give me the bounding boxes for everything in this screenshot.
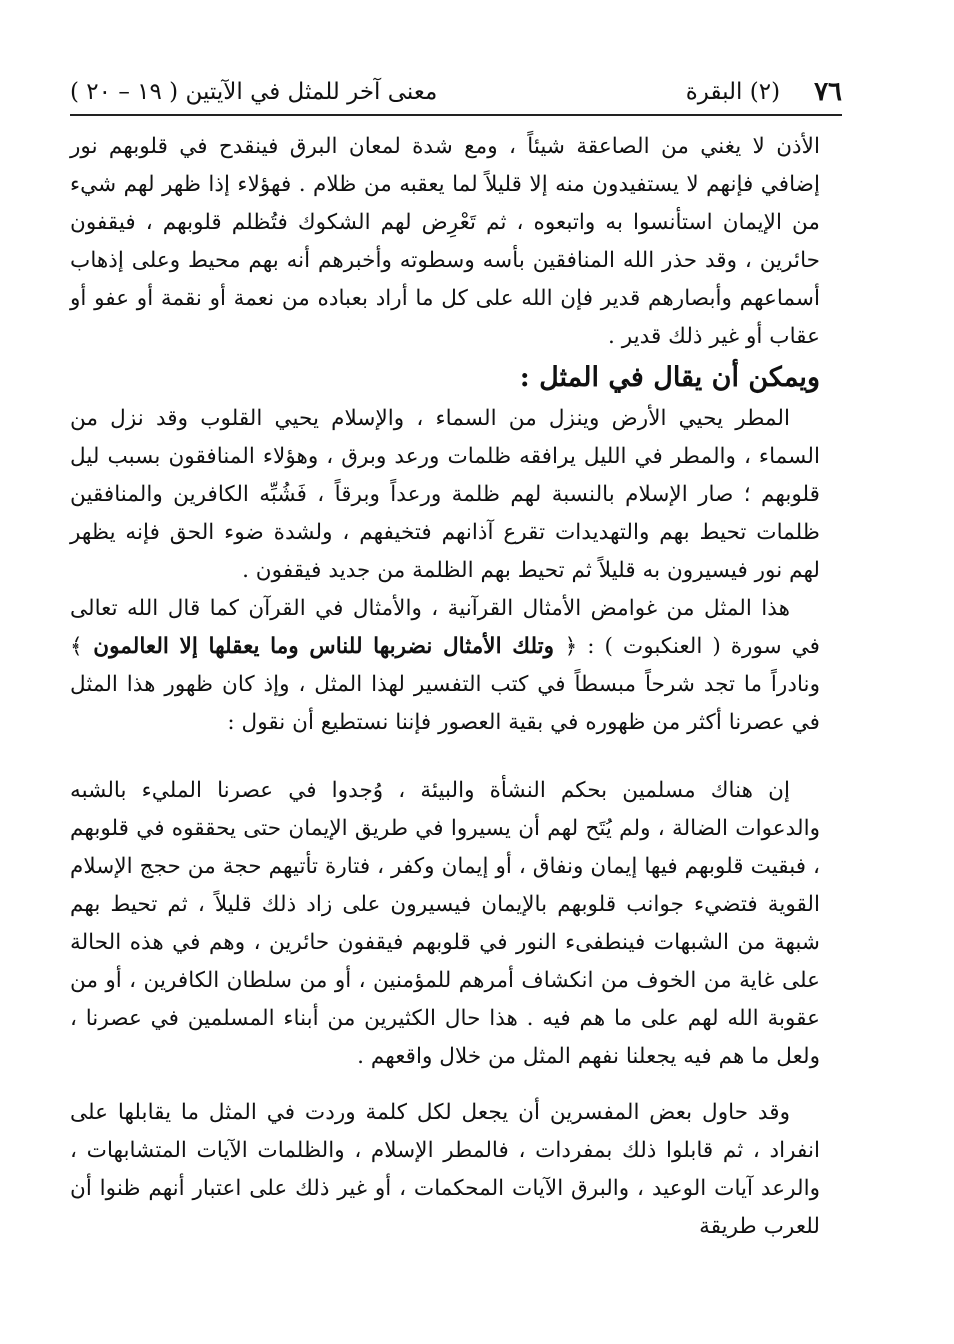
quran-verse: وتلك الأمثال نضربها للناس وما يعقلها إلا العالمون [82, 634, 565, 659]
paragraph-3 [70, 590, 820, 742]
page-number: ٧٦ [814, 77, 842, 107]
surah-label: (٢) البقرة [685, 79, 781, 105]
quran-brace-close: ﴾ [70, 634, 83, 659]
paragraph-4: إن هناك مسلمين بحكم النشأة والبيئة ، وُجدوا في عصرنا المليء بالشبه والدعوات الضالة ، ولم يُتَح لهم أن يسيروا في طريق الإيمان حتى يحققوه في قلوبهم ، فبقيت قلوبهم فيها إيمان ونفاق ، أو إيمان وكفر ، فتارة تأتيهم حجة من حجج الإسلام القوية فتضيء جوانب قلوبهم بالإيمان فيسيرون على زاد ذلك قليلاً ، ثم تحيط بهم شبهة من الشبهات فينطفىء النور في قلوبهم فيقفون حائرين ، وهم في هذه الحالة على غاية من الخوف من انكشاف أمرهم للمؤمنين ، أو من سلطان الكافرين ، أو من عقوبة الله لهم على ما هم فيه . هذا حال الكثيرين من أبناء المسلمين في عصرنا ، ولعل ما هم فيه يجعلنا نفهم المثل من خلال واقعهم . [70, 778, 820, 1069]
section-heading: ويمكن أن يقال في المثل : [519, 362, 820, 393]
header-rule [70, 114, 842, 116]
paragraph-3-intro: هذا المثل من غوامض الأمثال القرآنية ، والأمثال في القرآن كما قال الله تعالى في سورة ( العنكبوت ) : [70, 596, 820, 659]
quran-brace-open: ﴿ [564, 634, 578, 659]
page-body [70, 128, 820, 1246]
page-header [70, 72, 842, 112]
running-title: معنى آخر للمثل في الآيتين ( ١٩ – ٢٠ ) [70, 79, 438, 105]
paragraph-1: الأذن لا يغني من الصاعقة شيئاً ، ومع شدة لمعان البرق فينقدح في قلوبهم نور إضافي فإنهم لا يستفيدون منه إلا قليلاً لما يعقبه من ظلام . فهؤلاء إذا ظهر لهم شيء من الإيمان استأنسوا به واتبعوه ، ثم تَعْرِض لهم الشكوك فتُظلم قلوبهم ، فيقفون حائرين ، وقد حذر الله المنافقين بأسه وسطوته وأخبرهم أنه بهم محيط وعلى إذهاب أسماعهم وأبصارهم قدير فإن الله على كل ما أراد بعباده من نعمة أو نقمة أو عفو أو عقاب أو غير ذلك قدير . [70, 134, 820, 349]
paragraph-5: وقد حاول بعض المفسرين أن يجعل لكل كلمة وردت في المثل ما يقابلها على انفراد ، ثم قابلوا ذلك بمفردات ، فالمطر الإسلام ، والظلمات الآيات المتشابهات ، والرعد آيات الوعيد ، والبرق الآيات المحكمات ، أو غير ذلك على اعتبار أنهم ظنوا أن للعرب طريقة [70, 1100, 820, 1239]
paragraph-3-rest: ونادراً ما تجد شرحاً مبسطاً في كتب التفسير لهذا المثل ، وإذ كان ظهور هذا المثل في عصرنا أكثر من ظهوره في بقية العصور فإننا نستطيع أن نقول : [70, 672, 820, 735]
paragraph-2: المطر يحيي الأرض وينزل من السماء ، والإسلام يحيي القلوب وقد نزل من السماء ، والمطر في الليل يرافقه ظلمات ورعد وبرق ، وهؤلاء المنافقون بسبب ليل قلوبهم ؛ صار الإسلام بالنسبة لهم ظلمة ورعداً وبرقاً ، فَشُبِّه الكافرين والمنافقين ظلمات تحيط بهم والتهديدات تقرع آذانهم فتخيفهم ، ولشدة ضوء الحق فإنه يظهر لهم نور فيسيرون به قليلاً ثم تحيط بهم الظلمة من جديد فيقفون . [70, 406, 820, 583]
